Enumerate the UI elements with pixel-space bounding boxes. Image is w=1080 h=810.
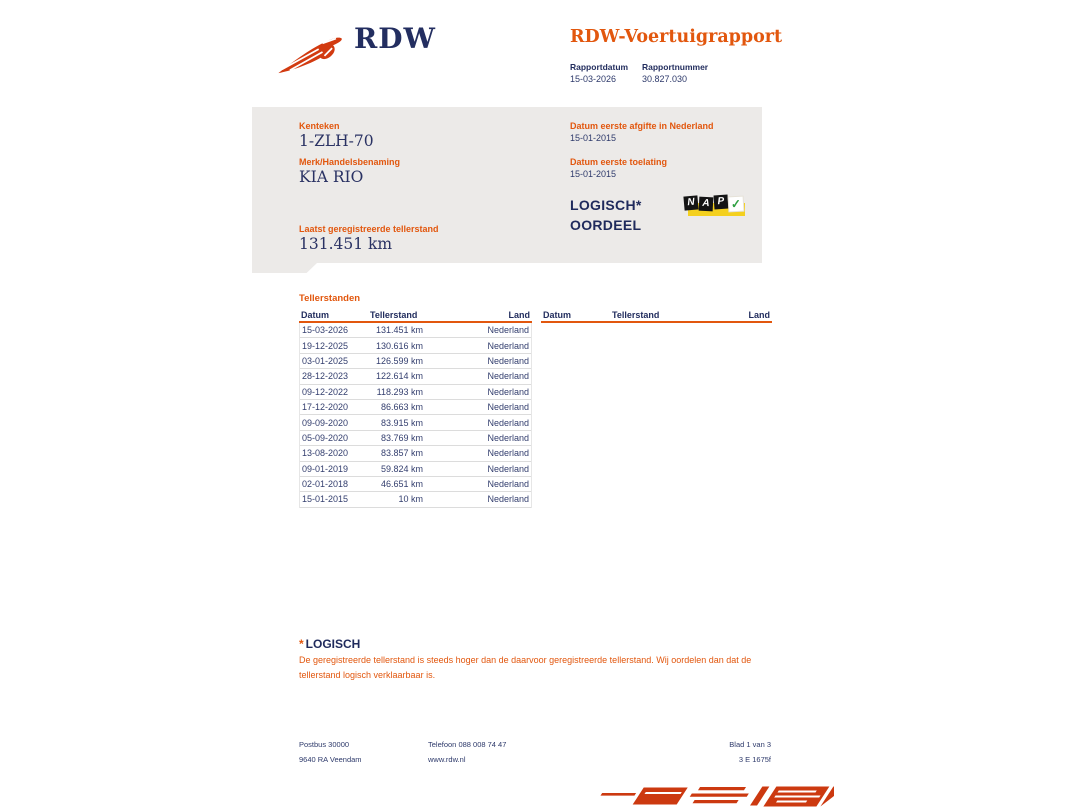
table-row — [300, 385, 531, 400]
column-header-datum: Datum — [301, 310, 330, 320]
table-row — [300, 369, 531, 384]
oordeel-line2: OORDEEL — [570, 216, 642, 233]
tellerstanden-continued-header — [541, 307, 772, 323]
cell-datum: 05-09-2020 — [302, 432, 349, 443]
cell-datum: 02-01-2018 — [302, 479, 349, 490]
footer-contact — [428, 737, 506, 767]
cell-tellerstand: 83.769 km — [380, 432, 423, 443]
footer-address — [299, 737, 362, 767]
report-number-label: Rapportnummer — [642, 62, 709, 72]
nap-logo — [684, 194, 750, 220]
report-date-label: Rapportdatum — [570, 62, 629, 72]
table-row — [300, 477, 531, 492]
tellerstanden-table-header — [299, 307, 532, 323]
panel-corner-tab — [252, 263, 317, 273]
nap-check-icon: ✓ — [730, 196, 742, 212]
cell-tellerstand: 118.293 km — [376, 386, 423, 397]
footer-page-info — [600, 737, 771, 767]
cell-tellerstand: 83.915 km — [380, 417, 423, 428]
cell-land: Nederland — [487, 386, 529, 397]
table-row — [300, 446, 531, 461]
eerste-afgifte-value: 15-01-2015 — [570, 133, 617, 143]
rdw-logo — [278, 22, 436, 76]
cell-land: Nederland — [487, 494, 529, 505]
table-row — [300, 431, 531, 446]
cell-tellerstand: 122.614 km — [375, 371, 423, 382]
merk-label: Merk/Handelsbenaming — [299, 157, 401, 167]
cell-datum: 15-01-2015 — [302, 494, 349, 505]
cell-land: Nederland — [487, 371, 529, 382]
cell-tellerstand: 59.824 km — [380, 463, 423, 474]
footer-form-code: 3 E 1675f — [738, 755, 771, 764]
cell-land: Nederland — [487, 325, 529, 336]
cell-datum: 17-12-2020 — [302, 402, 349, 413]
footnote-body: De geregistreerde tellerstand is steeds hoger dan de daarvoor geregistreerde tellerstand. Wij oordelen dan dat de tellerstand logisch verklaarbaar is. — [299, 655, 752, 680]
footer-page-number: Blad 1 van 3 — [729, 740, 771, 749]
footnote-title — [299, 637, 360, 651]
cell-tellerstand: 10 km — [398, 494, 423, 505]
table-row — [300, 400, 531, 415]
kenteken-value: 1-ZLH-70 — [299, 132, 374, 150]
column-header-datum: Datum — [543, 310, 572, 320]
cell-tellerstand: 86.663 km — [380, 402, 423, 413]
column-header-land: Land — [508, 310, 530, 320]
rdw-logo-text: RDW — [354, 22, 436, 55]
cell-land: Nederland — [487, 463, 529, 474]
nap-letter-p: P — [714, 195, 729, 210]
cell-datum: 09-01-2019 — [302, 463, 349, 474]
footnote-asterisk: * — [299, 637, 304, 651]
rdw-bird-icon — [278, 28, 344, 76]
eerste-toelating-value: 15-01-2015 — [570, 169, 617, 179]
cell-land: Nederland — [487, 355, 529, 366]
cell-tellerstand: 46.651 km — [380, 479, 423, 490]
column-header-tellerstand: Tellerstand — [370, 310, 418, 320]
merk-value: KIA RIO — [299, 168, 364, 186]
nap-letter-a: A — [699, 197, 714, 212]
footer-website-link[interactable]: www.rdw.nl — [428, 755, 466, 764]
cell-datum: 09-09-2020 — [302, 417, 349, 428]
table-row — [300, 323, 531, 338]
oordeel-line1: LOGISCH* — [570, 197, 642, 213]
cell-land: Nederland — [487, 417, 529, 428]
rdw-stripes-graphic — [578, 784, 834, 810]
cell-tellerstand: 126.599 km — [375, 355, 423, 366]
cell-land: Nederland — [487, 402, 529, 413]
cell-datum: 09-12-2022 — [302, 386, 349, 397]
cell-land: Nederland — [487, 340, 529, 351]
footnote-title-text: LOGISCH — [305, 637, 361, 651]
cell-datum: 13-08-2020 — [302, 448, 349, 459]
vehicle-summary-panel — [252, 107, 762, 263]
eerste-afgifte-label: Datum eerste afgifte in Nederland — [570, 121, 714, 131]
kenteken-label: Kenteken — [299, 121, 340, 131]
tellerstanden-section-title: Tellerstanden — [299, 293, 361, 304]
report-number-value: 30.827.030 — [642, 74, 688, 84]
cell-datum: 28-12-2023 — [302, 371, 349, 382]
column-header-land: Land — [748, 310, 770, 320]
cell-land: Nederland — [487, 479, 529, 490]
nap-letter-n: N — [683, 195, 698, 210]
cell-tellerstand: 131.451 km — [375, 325, 423, 336]
laatste-tellerstand-label: Laatst geregistreerde tellerstand — [299, 224, 439, 234]
laatste-tellerstand-value: 131.451 km — [299, 235, 393, 253]
cell-tellerstand: 83.857 km — [380, 448, 423, 459]
oordeel-text — [570, 196, 642, 235]
table-row — [300, 492, 531, 507]
table-row — [300, 338, 531, 353]
table-row — [300, 415, 531, 430]
cell-datum: 15-03-2026 — [302, 325, 349, 336]
cell-tellerstand: 130.616 km — [375, 340, 423, 351]
column-header-tellerstand: Tellerstand — [612, 310, 660, 320]
page-title: RDW-Voertuigrapport — [570, 27, 783, 47]
table-row — [300, 354, 531, 369]
tellerstanden-body — [299, 323, 532, 508]
report-date-value: 15-03-2026 — [570, 74, 617, 84]
tellerstanden-table-continued — [541, 307, 772, 323]
footer-city: 9640 RA Veendam — [299, 755, 362, 764]
footer-postbus: Postbus 30000 — [299, 740, 350, 749]
cell-datum: 19-12-2025 — [302, 340, 349, 351]
table-row — [300, 462, 531, 477]
cell-datum: 03-01-2025 — [302, 355, 349, 366]
tellerstanden-table — [299, 307, 532, 508]
footer-phone: Telefoon 088 008 74 47 — [428, 740, 507, 749]
cell-land: Nederland — [487, 432, 529, 443]
eerste-toelating-label: Datum eerste toelating — [570, 157, 668, 167]
cell-land: Nederland — [487, 448, 529, 459]
